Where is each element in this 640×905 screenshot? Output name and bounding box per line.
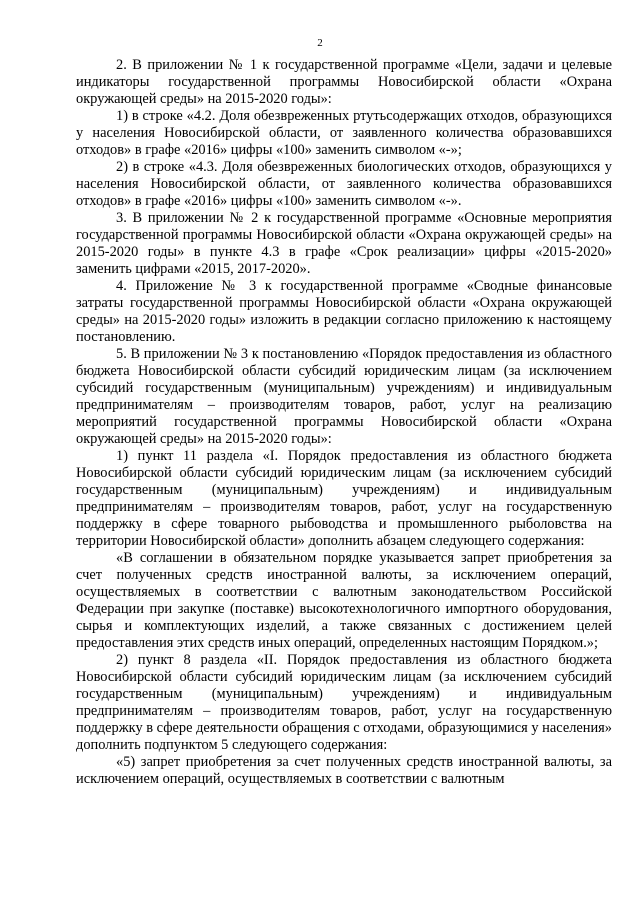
quoted-agreement-clause: «В соглашении в обязательном порядке указывается запрет приобретения за счет полученных средств иностранной валюты, за исключением операций, осуществляемых в соответствии с валютным законодательством Российской Федерации при закупке (поставке) высокотехнологичного импортного оборудования, сырья и комплектующих изделий, а также связанных с достижением целей предоставления этих средств иных операций, определенных настоящим Порядком.»; bbox=[76, 550, 612, 651]
paragraph-item-3: 3. В приложении № 2 к государственной программе «Основные мероприятия государственной программы Новосибирской области «Охрана окружающей среды» на 2015-2020 годы» в пункте 4.3 в графе «Срок реализации» цифры «2015-2020» заменить цифрами «2015, 2017-2020». bbox=[76, 210, 612, 277]
subparagraph-2-row-4-3: 2) в строке «4.3. Доля обезвреженных биологических отходов, образующихся у населения Новосибирской области, от заявленного количества образовавшихся отходов» в графе «2016» цифры «100» заменить символом «-». bbox=[76, 159, 612, 209]
page-number: 2 bbox=[317, 37, 323, 49]
subparagraph-2-point-8: 2) пункт 8 раздела «II. Порядок предоставления из областного бюджета Новосибирской области субсидий юридическим лицам (за исключением субсидий государственным (муниципальным) учреждениям) и индивидуальным предпринимателям – производителям товаров, работ, услуг на государственную поддержку в сфере деятельности обращения с отходами, образующимися у населения» дополнить подпунктом 5 следующего содержания: bbox=[76, 652, 612, 753]
subparagraph-1-row-4-2: 1) в строке «4.2. Доля обезвреженных ртутьсодержащих отходов, образующихся у населения Новосибирской области, от заявленного количества образовавшихся отходов» в графе «2016» цифры «100» заменить символом «-»; bbox=[76, 108, 612, 158]
paragraph-item-2: 2. В приложении № 1 к государственной программе «Цели, задачи и целевые индикаторы государственной программы Новосибирской области «Охрана окружающей среды» на 2015-2020 годы»: bbox=[76, 57, 612, 107]
quoted-subpoint-5: «5) запрет приобретения за счет полученных средств иностранной валюты, за исключением операций, осуществляемых в соответствии с валютным bbox=[76, 754, 612, 787]
document-body bbox=[76, 57, 612, 788]
subparagraph-1-point-11: 1) пункт 11 раздела «I. Порядок предоставления из областного бюджета Новосибирской области субсидий юридическим лицам (за исключением субсидий государственным (муниципальным) учреждениям) и индивидуальным предпринимателям – производителям товаров, работ, услуг на государственную поддержку в сфере товарного рыбоводства и промышленного рыболовства на территории Новосибирской области» дополнить абзацем следующего содержания: bbox=[76, 448, 612, 549]
paragraph-item-5: 5. В приложении № 3 к постановлению «Порядок предоставления из областного бюджета Новосибирской области субсидий юридическим лицам (за исключением субсидий государственным (муниципальным) учреждениям) и индивидуальным предпринимателям – производителям товаров, работ, услуг на реализацию мероприятий государственной программы Новосибирской области «Охрана окружающей среды» на 2015-2020 годы»: bbox=[76, 346, 612, 447]
paragraph-item-4: 4. Приложение № 3 к государственной программе «Сводные финансовые затраты государственной программы Новосибирской области «Охрана окружающей среды» на 2015-2020 годы» изложить в редакции согласно приложению к настоящему постановлению. bbox=[76, 278, 612, 345]
